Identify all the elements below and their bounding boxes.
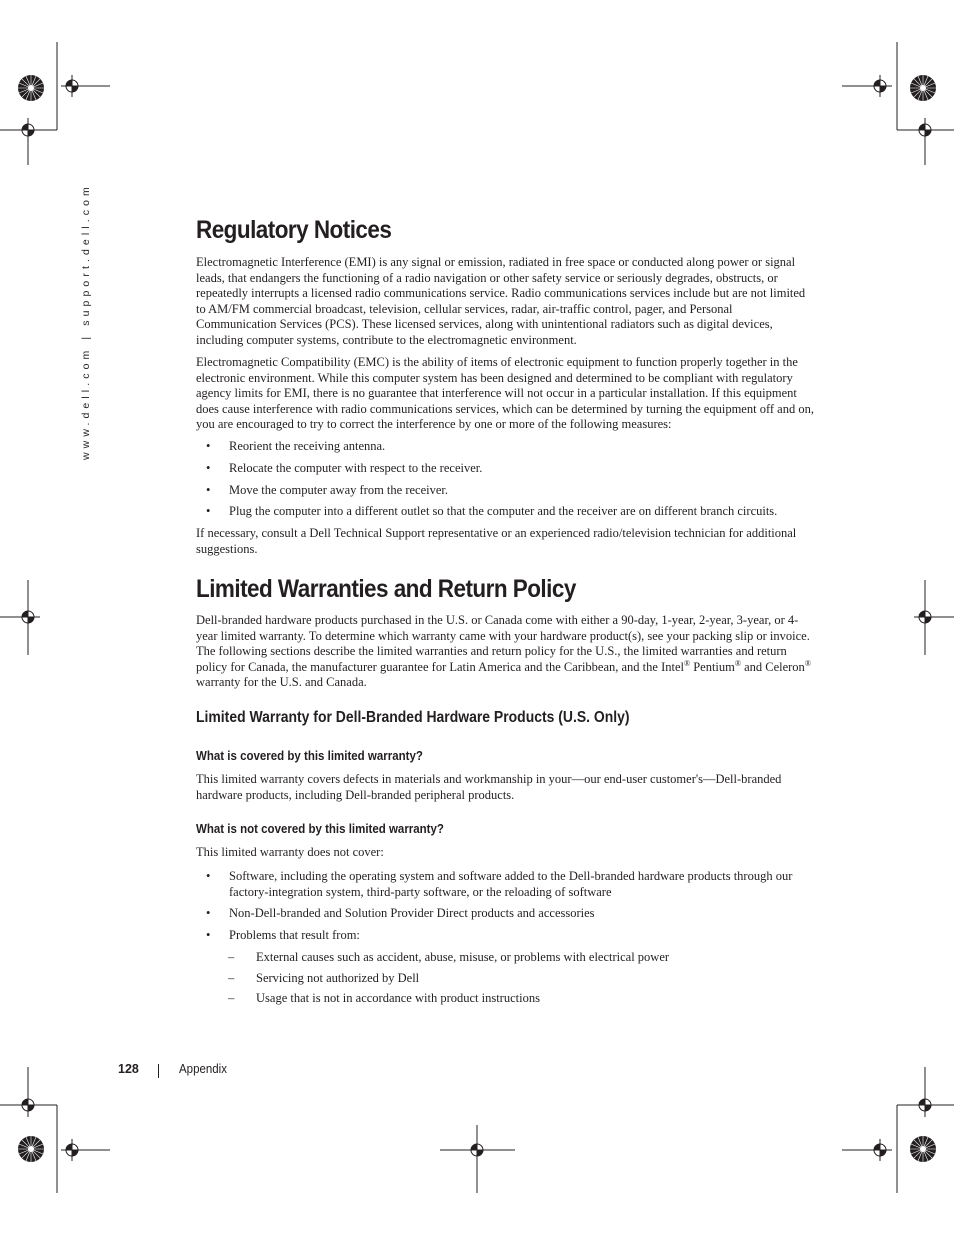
list-item: • Plug the computer into a different outlet so that the computer and the receiver are on different branch circuits. bbox=[196, 504, 816, 520]
registered-mark: ® bbox=[734, 658, 741, 668]
list-item: • Problems that result from: bbox=[196, 928, 816, 944]
footer-section-name: Appendix bbox=[179, 1062, 227, 1076]
footer-divider bbox=[158, 1064, 159, 1078]
consult-paragraph: If necessary, consult a Dell Technical Support representative or an experienced radio/television technician for additional suggestions. bbox=[196, 526, 797, 556]
registered-mark: ® bbox=[683, 658, 691, 668]
list-item: • Software, including the operating system and software added to the Dell-branded hardware products through our factory-integration system, third-party software, or the reloading of software bbox=[196, 869, 816, 900]
limited-warranties-heading: Limited Warranties and Return Policy bbox=[196, 575, 576, 603]
registered-mark: ® bbox=[804, 658, 811, 668]
list-item: – External causes such as accident, abuse, misuse, or problems with electrical power bbox=[228, 950, 816, 966]
list-item: • Relocate the computer with respect to the receiver. bbox=[196, 461, 816, 477]
list-item: • Move the computer away from the receiver. bbox=[196, 483, 816, 499]
not-covered-question: What is not covered by this limited warranty? bbox=[196, 822, 444, 836]
us-warranty-subheading: Limited Warranty for Dell-Branded Hardware Products (U.S. Only) bbox=[196, 709, 630, 726]
side-url: www.dell.com | support.dell.com bbox=[80, 183, 92, 460]
list-item: – Usage that is not in accordance with product instructions bbox=[228, 991, 816, 1007]
list-item: • Reorient the receiving antenna. bbox=[196, 439, 816, 455]
list-item: • Non-Dell-branded and Solution Provider Direct products and accessories bbox=[196, 906, 816, 922]
emi-paragraph: Electromagnetic Interference (EMI) is any signal or emission, radiated in free space or conducted along power or signal leads, that endangers the functioning of a radio navigation or other safety service or seriously degrades, obstructs, or repeatedly interrupts a licensed radio communications service. Radio communications services include but are not limited to AM/FM commercial broadcast, television, cellular services, radar, air-traffic control, pager, and Personal Communication Services (PCS). These licensed services, along with unintentional radiators such as digital devices, including computer systems, contribute to the electromagnetic environment. bbox=[196, 255, 806, 347]
emc-paragraph: Electromagnetic Compatibility (EMC) is the ability of items of electronic equipment to function properly together in the electronic environment. While this computer system has been designed and determined to be compliant with regulatory agency limits for EMI, there is no guarantee that interference will not occur in a particular installation. If this equipment does cause interference with radio communications services, which can be determined by turning the equipment off and on, you are encouraged to try to correct the interference by one or more of the following measures: bbox=[196, 355, 814, 432]
list-item: – Servicing not authorized by Dell bbox=[228, 971, 816, 987]
covered-question: What is covered by this limited warranty? bbox=[196, 749, 423, 763]
regulatory-notices-heading: Regulatory Notices bbox=[196, 216, 392, 244]
not-covered-answer: This limited warranty does not cover: bbox=[196, 845, 384, 859]
covered-answer: This limited warranty covers defects in materials and workmanship in your—our end-user customer's—Dell-branded hardware products, including Dell-branded peripheral products. bbox=[196, 772, 782, 802]
emi-measures-list bbox=[196, 439, 816, 526]
warranty-intro-paragraph: Dell-branded hardware products purchased in the U.S. or Canada come with either a 90-day, 1-year, 2-year, 3-year, or 4-year limited warranty. To determine which warranty came with your hardware product(s), see your packing slip or invoice. The following sections describe the limited warranties and return policy for the U.S., the limited warranties and return policy for Canada, the manufacturer guarantee for Latin America and the Caribbean, and the Intel® Pentium® and Celeron® warranty for the U.S. and Canada. bbox=[196, 613, 811, 690]
page-number: 128 bbox=[118, 1062, 139, 1076]
not-covered-list bbox=[196, 869, 816, 950]
problems-sublist bbox=[228, 950, 816, 1012]
